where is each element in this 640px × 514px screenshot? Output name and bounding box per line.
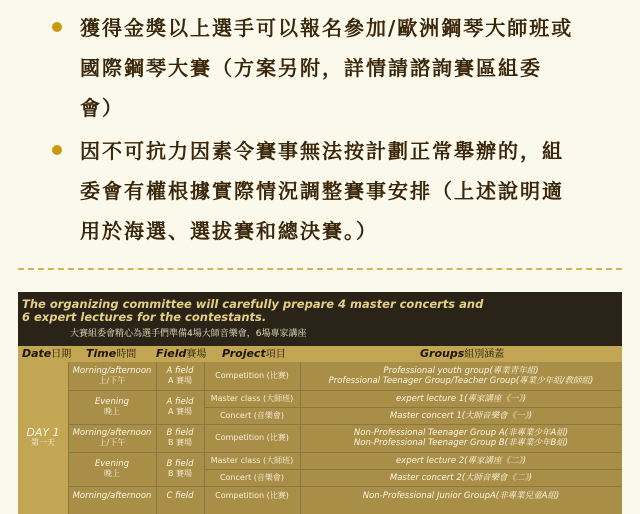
project-label: Competition (比賽) [215,371,289,380]
groups-cell [300,486,622,506]
time-zh: 晚上 [104,407,120,416]
field-cell [156,452,204,486]
project-cell [204,486,300,506]
groups-line: Master concert 1(大師音樂會《一》) [389,410,533,421]
intro-en-line: 6 expert lectures for the contestants. [22,310,267,324]
time-cell [68,452,156,486]
grid-line [204,362,205,514]
project-cell [204,407,300,424]
grid-line [68,452,622,453]
bullet-line: 國際鋼琴大賽（方案另附，詳情請諮詢賽區組委 [80,56,542,80]
header-date-en: Date [22,347,52,360]
header-field-zh: 賽場 [186,349,207,360]
time-en: Morning/afternoon [72,428,152,438]
project-label: Concert (音樂會) [219,410,285,420]
grid-line [204,407,622,408]
groups-line: Non-Professional Teenager Group B(非專業少年B組) [353,438,569,448]
project-cell [204,424,300,452]
groups-cell [300,469,622,486]
bullet-dot [52,145,62,155]
bullet-line: 用於海選、選拔賽和總決賽。） [80,219,378,243]
field-cell [156,424,204,452]
bullet-text [80,131,632,251]
field-en: B field [166,459,194,469]
dashed-divider [18,268,622,270]
header-groups-en: Groups [420,347,465,360]
project-label: Master class (大師班) [210,455,294,465]
day-label-zh: 第一天 [31,438,55,447]
bullet-line: 因不可抗力因素令賽事無法按計劃正常舉辦的，組 [80,139,564,163]
bullet-line: 委會有權根據實際情況調整賽事安排（上述說明適 [80,179,564,203]
project-cell [204,362,300,390]
grid-line [68,390,622,391]
grid-line [68,362,69,514]
grid-line [68,486,622,487]
table-header [18,346,622,362]
time-en: Evening [94,459,130,469]
field-zh: B 賽場 [167,438,193,447]
bullet-dot [52,22,62,32]
project-label: Master class (大師班) [210,393,294,403]
field-en: B field [166,428,194,438]
time-cell [68,486,156,506]
time-cell [68,424,156,452]
header-project [222,346,286,362]
time-cell [68,390,156,424]
field-zh: A 賽場 [167,407,192,416]
groups-cell [300,424,622,452]
time-zh: 上/下午 [98,376,126,385]
header-project-zh: 項目 [265,349,286,360]
field-en: A field [166,397,194,407]
header-field [156,346,206,362]
groups-line: Non-Professional Teenager Group A(非專業少年A組) [353,428,569,438]
bullet-text [80,8,632,128]
time-zh: 上/下午 [98,438,126,447]
groups-line: Non-Professional Junior GroupA(非專業兒童A組) [362,491,560,501]
project-label: Competition (比賽) [215,433,289,442]
header-field-en: Field [156,347,187,360]
field-zh: A 賽場 [167,376,192,385]
project-cell [204,390,300,407]
groups-line: Professional youth group(專業青年組) [383,366,539,376]
header-groups [420,346,504,362]
time-en: Morning/afternoon [72,491,152,501]
groups-cell [300,362,622,390]
header-time [86,346,136,362]
bullet-line: 獲得金獎以上選手可以報名參加/歐洲鋼琴大師班或 [80,16,574,40]
intro-en-line: The organizing committee will carefully prepare 4 master concerts and [22,297,484,311]
groups-cell [300,407,622,424]
header-groups-zh: 組別涵蓋 [464,349,505,360]
groups-cell [300,390,622,407]
table-intro-en [22,298,622,324]
day-cell [18,362,68,514]
header-time-zh: 時間 [116,349,137,360]
project-label: Concert (音樂會) [219,472,285,482]
project-label: Competition (比賽) [215,491,289,500]
schedule-table [18,292,622,514]
grid-line [300,362,301,514]
project-cell [204,469,300,486]
field-zh: B 賽場 [167,469,193,478]
time-en: Evening [94,397,130,407]
groups-line: Professional Teenager Group/Teacher Group(專業少年組/教師組) [328,376,594,386]
time-zh: 晚上 [104,469,120,478]
groups-line: expert lecture 1(專家講座《一》) [395,393,527,404]
time-cell [68,362,156,390]
grid-line [68,424,622,425]
groups-line: expert lecture 2(專家講座《二》) [395,455,527,466]
day-label-en: DAY 1 [26,426,60,439]
field-en: A field [166,366,194,376]
grid-line [156,362,157,514]
header-project-en: Project [222,347,266,360]
project-cell [204,452,300,469]
time-en: Morning/afternoon [72,366,152,376]
table-intro-zh: 大賽組委會精心為選手們準備4場大師音樂會，6場專家講座 [70,329,307,339]
header-date [22,346,71,362]
field-cell [156,486,204,506]
field-en: C field [166,491,194,501]
bullet-line: 會） [80,96,124,120]
field-cell [156,362,204,390]
grid-line [204,469,622,470]
groups-cell [300,452,622,469]
header-date-zh: 日期 [51,349,72,360]
field-cell [156,390,204,424]
header-time-en: Time [86,347,117,360]
groups-line: Master concert 2(大師音樂會《二》) [389,472,533,483]
